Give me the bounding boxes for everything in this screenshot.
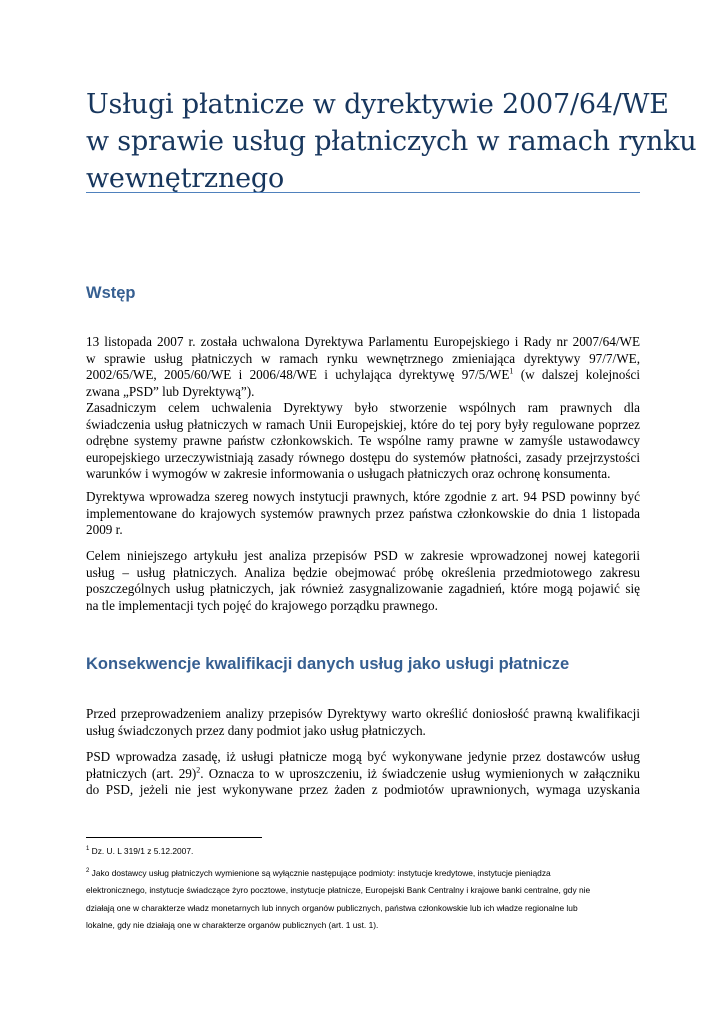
title-divider (86, 192, 640, 193)
section2-paragraph-2 (86, 749, 640, 799)
text-line: 2002/65/WE, 2005/60/WE i 2006/48/WE i uchylająca dyrektywę $97/5/WE^1$ (w dalszej kolejności (86, 366, 640, 383)
document-title (86, 86, 697, 197)
footnote-line: działają one w charakterze władz monetarnych lub innych organów publicznych, państwa członkowskie lub ich władze regionalne lub (86, 902, 578, 913)
footnote-line: elektronicznego, instytucje świadczące żyro pocztowe, instytucje płatnicze, Europejski Bank Centralny i krajowe banki centralne, gdy nie (86, 885, 591, 896)
title-line: wewnętrznego (86, 163, 285, 194)
footnote-mark: 1 (86, 846, 90, 853)
footnote-mark: 2 (86, 868, 90, 875)
footnote-1 (86, 843, 646, 860)
text-line: 2009 r. (86, 522, 123, 538)
section-heading-consequences: Konsekwencje kwalifikacji danych usług jako usługi płatnicze (86, 655, 570, 673)
text-line: Dyrektywa wprowadza szereg nowych instytucji prawnych, które zgodnie z art. 94 PSD powinny być (86, 489, 640, 504)
text-line: warunków i wymogów w zakresie informowania o usługach płatniczych oraz ochronę konsumenta. (86, 466, 611, 482)
footnote-separator (86, 837, 262, 838)
text-line: zwana „PSD” lub Dyrektywą”). (86, 383, 255, 399)
title-line: w sprawie usług płatniczych w ramach rynku (86, 126, 697, 157)
footnote-ref-1[interactable]: 1 (509, 366, 514, 376)
footnote-line: $^1$ Dz. U. L 319/1 z 5.12.2007. (86, 846, 194, 856)
text-line: Celem niniejszego artykułu jest analiza przepisów PSD w zakresie wprowadzonej nowej kategorii (86, 548, 640, 563)
text-line: w sprawie usług płatniczych w ramach rynku wewnętrznego zmieniająca dyrektywy 97/7/WE, (86, 350, 640, 366)
text-line: Przed przeprowadzeniem analizy przepisów Dyrektywy warto określić doniosłość prawną kwalifikacji (86, 706, 640, 721)
text-line: implementowane do krajowych systemów prawnych przez państwa członkowskie do dnia 1 listopada (86, 505, 640, 521)
text-line: Zasadniczym celem uchwalenia Dyrektywy było stworzenie wspólnych ram prawnych dla (86, 400, 640, 415)
text-line: 13 listopada 2007 r. została uchwalona Dyrektywa Parlamentu Europejskiego i Rady nr 2007/64/WE (86, 334, 640, 349)
text-line: na tle implementacji tych pojęć do krajowego porządku prawnego. (86, 597, 438, 613)
text-line: PSD wprowadza zasadę, iż usługi płatnicze mogą być wykonywane jedynie przez dostawców usług (86, 749, 640, 764)
text-line: usług świadczonych przez dany podmiot jako usług płatniczych. (86, 722, 426, 738)
text-line: odrębne systemy prawne państw członkowskich. Te wspólne ramy prawne w zamyśle ustawodawcy (86, 433, 640, 449)
intro-paragraph-4 (86, 548, 640, 614)
footnote-line: $^2$ Jako dostawcy usług płatniczych wymienione są wyłącznie następujące podmioty: instytucje kredytowe, instytucje pieniądza (86, 868, 551, 878)
section-heading-intro: Wstęp (86, 284, 136, 302)
text-line: poszczególnych usług płatniczych, jak również zasygnalizowanie zagadnień, które mogą pojawić się (86, 581, 640, 597)
intro-paragraph-2 (86, 400, 640, 483)
text-line: do PSD, jeżeli nie jest wykonywane przez żaden z podmiotów uprawnionych, wymaga uzyskania (86, 782, 640, 798)
text-line: europejskiego urzeczywistniają zasady równego dostępu do systemów płatności, zasady przejrzystości (86, 449, 640, 465)
footnote-ref-2[interactable]: 2 (196, 765, 201, 775)
section2-paragraph-1 (86, 706, 640, 739)
text-line: płatniczych (art. 29)$^2$. Oznacza to w uproszczeniu, iż świadczenie usług wymienionych w załączniku (86, 765, 640, 781)
text-line: świadczenia usług płatniczych w ramach Unii Europejskiej, które do tej pory były regulowane poprzez (86, 416, 640, 432)
footnote-2 (86, 865, 646, 935)
footnote-line: lokalne, gdy nie działają one w charakterze organów publicznych (art. 1 ust. 1). (86, 920, 379, 931)
intro-paragraph-3 (86, 489, 640, 539)
intro-paragraph-1 (86, 334, 640, 400)
title-line: Usługi płatnicze w dyrektywie 2007/64/WE (86, 89, 669, 120)
text-line: usług – usług płatniczych. Analiza będzie obejmować próbę określenia przedmiotowego zakresu (86, 564, 640, 580)
